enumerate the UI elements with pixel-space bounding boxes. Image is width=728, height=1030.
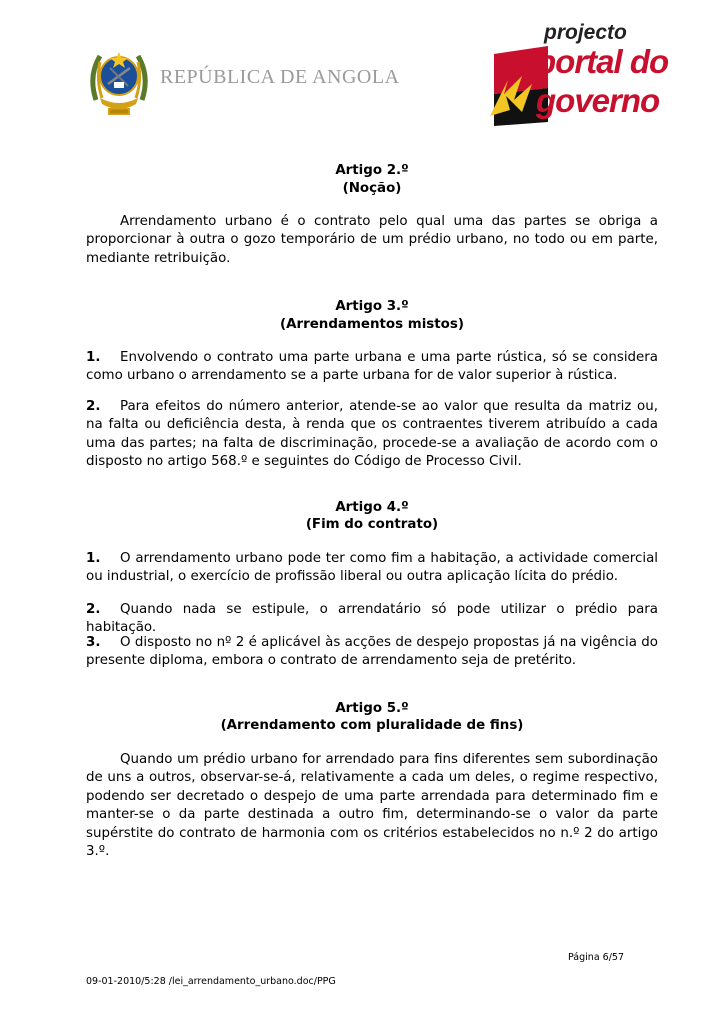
republica-header: REPÚBLICA DE ANGOLA: [160, 66, 400, 88]
artigo-4-item-2: [86, 601, 658, 638]
artigo-5-paragraph: Quando um prédio urbano for arrendado para fins diferentes sem subordinação de uns a outros, observar-se-á, relativamente a cada um deles, o regime respectivo, podendo ser decretado o despejo de uma parte arrendada para determinado fim e manter-se o da parte destinada a outro fim, determinando-se o valor da parte supérstite do contrato de harmonia com os critérios estabelecidos no n.º 2 do artigo 3.º.: [86, 752, 658, 860]
artigo-3-subtitle: (Arrendamentos mistos): [280, 317, 464, 332]
item-number: 2.: [86, 602, 101, 617]
portal-do-governo-logo: [484, 21, 669, 126]
artigo-4-item-3: [86, 634, 658, 671]
page-number: Página 6/57: [568, 952, 624, 963]
item-number: 3.: [86, 635, 101, 650]
artigo-4-title: Artigo 4.º: [335, 500, 409, 515]
artigo-2-subtitle: (Noção): [342, 181, 402, 196]
artigo-2-paragraph: Arrendamento urbano é o contrato pelo qual uma das partes se obriga a proporcionar à outra o gozo temporário de um prédio urbano, no todo ou em parte, mediante retribuição.: [86, 214, 658, 266]
item-number: 1.: [86, 551, 101, 566]
angola-coat-of-arms-icon: [86, 42, 152, 122]
artigo-3-item-2: [86, 398, 658, 472]
item-text: O arrendamento urbano pode ter como fim a habitação, a actividade comercial ou industrial, o exercício de profissão liberal ou outra aplicação lícita do prédio.: [86, 551, 658, 585]
item-number: 2.: [86, 399, 101, 414]
item-text: O disposto no nº 2 é aplicável às acções de despejo propostas já na vigência do presente diploma, embora o contrato de arrendamento seja de pretérito.: [86, 635, 658, 669]
logo-portal-text: portal do: [536, 43, 669, 80]
item-text: Para efeitos do número anterior, atende-se ao valor que resulta da matriz ou, na falta ou deficiência desta, à renda que os contraentes tiverem atribuído a cada uma das partes; na falta de discriminação, procede-se a avaliação de acordo com o disposto no artigo 568.º e seguintes do Código de Processo Civil.: [86, 399, 658, 470]
artigo-5-title: Artigo 5.º: [335, 701, 409, 716]
logo-governo-text: governo: [536, 82, 660, 119]
artigo-4-item-1: [86, 550, 658, 587]
artigo-3-item-1: [86, 349, 658, 386]
artigo-3-title: Artigo 3.º: [335, 299, 409, 314]
file-path-footer: 09-01-2010/5:28 /lei_arrendamento_urbano.doc/PPG: [86, 976, 336, 987]
artigo-2-title: Artigo 2.º: [335, 163, 409, 178]
item-text: Quando nada se estipule, o arrendatário só pode utilizar o prédio para habitação.: [86, 602, 658, 636]
logo-projecto-text: projecto: [544, 21, 627, 44]
item-number: 1.: [86, 350, 101, 365]
item-text: Envolvendo o contrato uma parte urbana e uma parte rústica, só se considera como urbano o arrendamento se a parte urbana for de valor superior à rústica.: [86, 350, 658, 384]
artigo-5-subtitle: (Arrendamento com pluralidade de fins): [220, 718, 524, 733]
artigo-4-subtitle: (Fim do contrato): [305, 517, 439, 532]
